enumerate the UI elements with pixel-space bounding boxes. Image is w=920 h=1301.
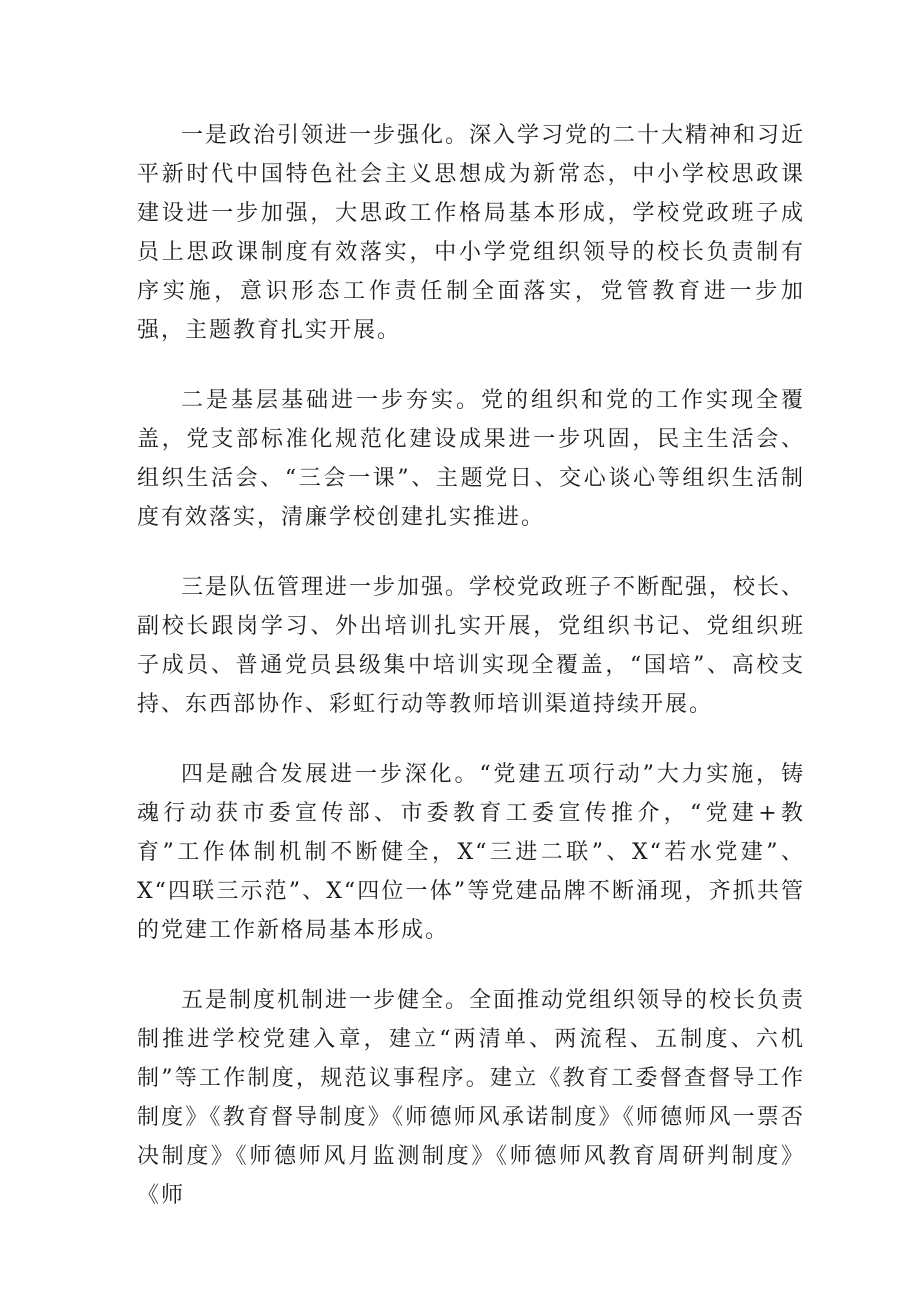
paragraph-team-management: 三是队伍管理进一步加强。学校党政班子不断配强，校长、副校长跟岗学习、外出培训扎实开展，党组织书记、党组织班子成员、普通党员县级集中培训实现全覆盖，“国培”、高校支持、东西部协作、彩虹行动等教师培训渠道持续开展。 [137, 575, 806, 717]
document-body [137, 116, 805, 1215]
paragraph-political-leadership: 一是政治引领进一步强化。深入学习党的二十大精神和习近平新时代中国特色社会主义思想成为新常态，中小学校思政课建设进一步加强，大思政工作格局基本形成，学校党政班子成员上思政课制度有效落实，中小学党组织领导的校长负责制有序实施，意识形态工作责任制全面落实，党管教育进一步加强，主题教育扎实开展。 [137, 123, 806, 343]
paragraph-grassroots-foundation: 二是基层基础进一步夯实。党的组织和党的工作实现全覆盖，党支部标准化规范化建设成果进一步巩固，民主生活会、组织生活会、“三会一课”、主题党日、交心谈心等组织生活制度有效落实，清廉学校创建扎实推进。 [137, 388, 805, 530]
paragraph-institutional-mechanisms: 五是制度机制进一步健全。全面推动党组织领导的校长负责制推进学校党建入章，建立“两清单、两流程、五制度、六机制”等工作制度，规范议事程序。建立《教育工委督查督导工作制度》《教育督导制度》《师德师风承诺制度》《师德师风一票否决制度》《师德师风月监测制度》《师德师风教育周研判制度》《师 [137, 988, 806, 1208]
paragraph-integrated-development: 四是融合发展进一步深化。“党建五项行动”大力实施，铸魂行动获市委宣传部、市委教育工委宣传推介，“党建+教育”工作体制机制不断健全，X“三进二联”、X“若水党建”、X“四联三示范”、X“四位一体”等党建品牌不断涌现，齐抓共管的党建工作新格局基本形成。 [137, 762, 805, 943]
